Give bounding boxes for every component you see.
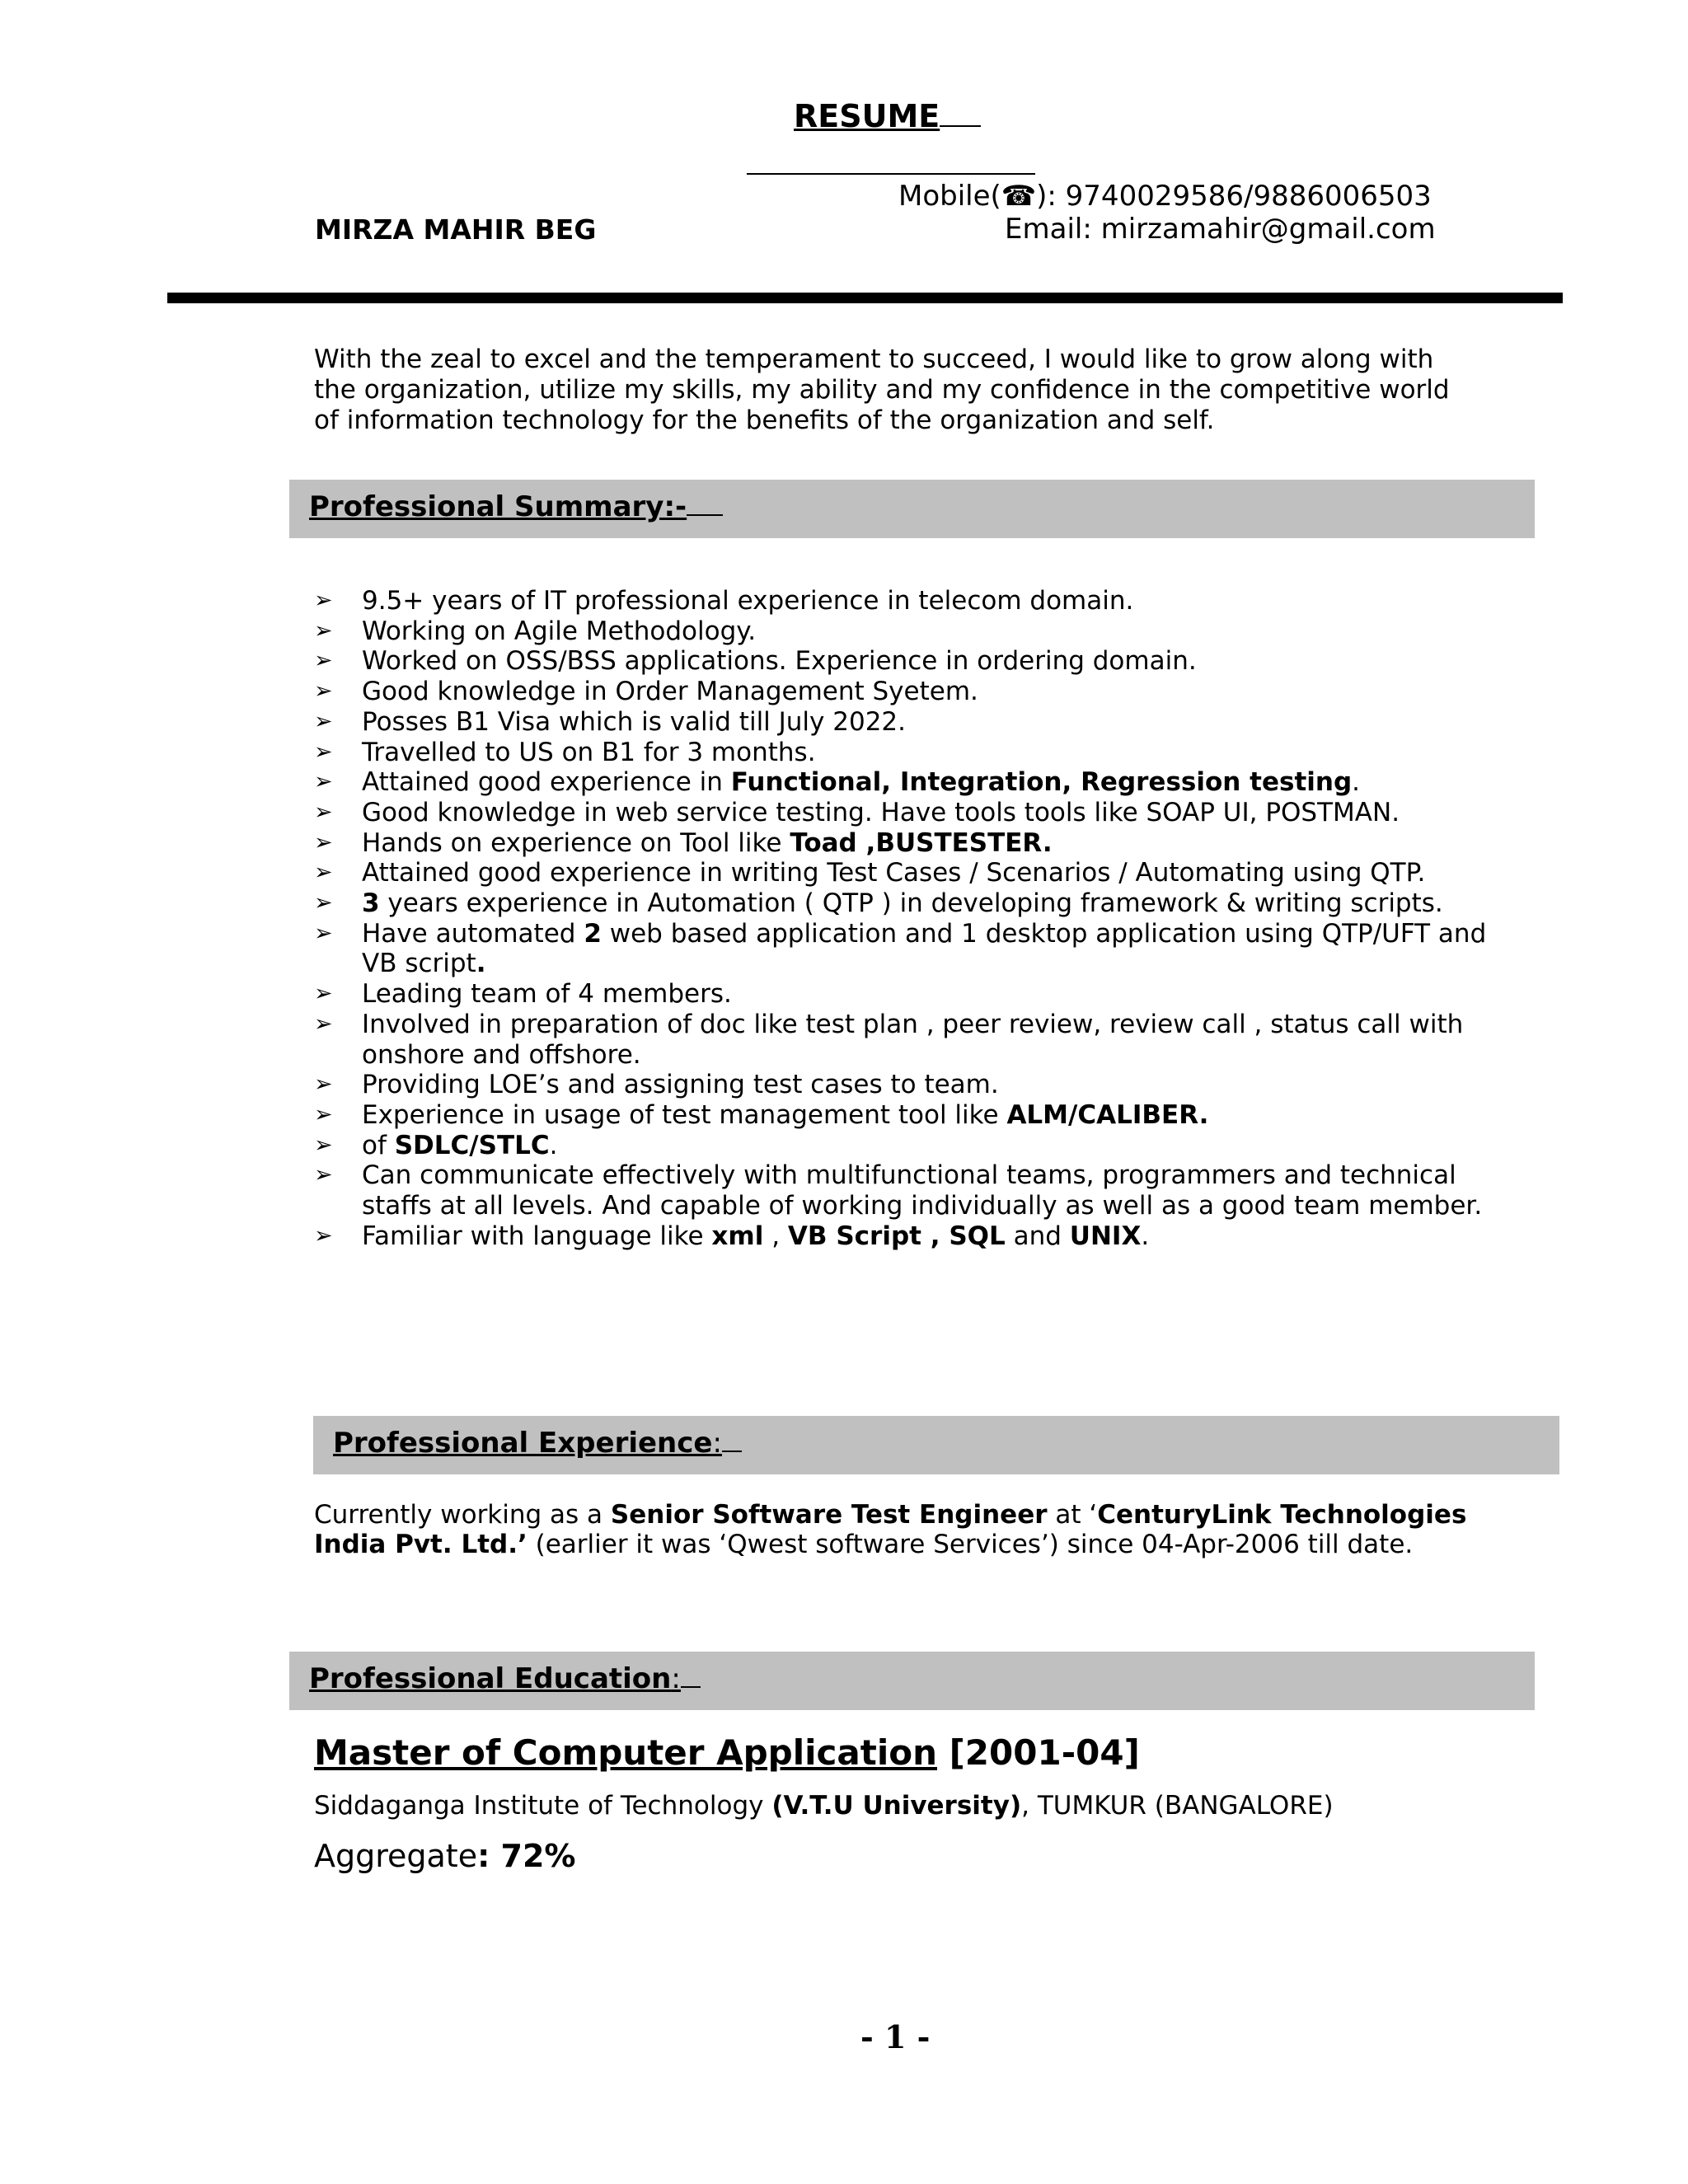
summary-item: ➢ Travelled to US on B1 for 3 months.	[314, 737, 816, 767]
arrow-bullet-icon: ➢	[314, 890, 333, 916]
summary-item: ➢ Worked on OSS/BSS applications. Experience in ordering domain.	[314, 646, 1197, 677]
arrow-bullet-icon: ➢	[314, 648, 333, 674]
experience-section-title: Professional Experience:	[333, 1427, 742, 1460]
arrow-bullet-icon: ➢	[314, 1162, 333, 1188]
title-rule	[747, 173, 1035, 175]
arrow-bullet-icon: ➢	[314, 588, 333, 613]
arrow-bullet-icon: ➢	[314, 1101, 333, 1127]
arrow-bullet-icon: ➢	[314, 1010, 333, 1037]
arrow-bullet-icon: ➢	[314, 1071, 333, 1098]
summary-item: ➢ Experience in usage of test management tool like ALM/CALIBER.	[314, 1099, 1209, 1130]
education-title-trail	[681, 1663, 701, 1688]
summary-title-trail	[687, 491, 723, 516]
arrow-bullet-icon: ➢	[314, 708, 333, 734]
summary-item: ➢ Involved in preparation of doc like test plan , peer review, review call , status call with onshore and offshore.	[314, 1009, 1464, 1070]
arrow-bullet-icon: ➢	[314, 799, 333, 825]
summary-item: ➢ Hands on experience on Tool like Toad ,BUSTESTER.	[314, 827, 1053, 858]
arrow-bullet-icon: ➢	[314, 981, 333, 1007]
aggregate-score: Aggregate: 72%	[314, 1838, 576, 1874]
summary-section-title: Professional Summary:-	[309, 490, 723, 523]
summary-item: ➢ Good knowledge in Order Management Syetem.	[314, 677, 978, 707]
email-address: Email: mirzamahir@gmail.com	[1005, 213, 1436, 246]
resume-title: RESUME	[794, 97, 981, 135]
arrow-bullet-icon: ➢	[314, 829, 333, 855]
summary-item: ➢ Good knowledge in web service testing. Have tools tools like SOAP UI, POSTMAN.	[314, 797, 1400, 827]
summary-item: ➢ Working on Agile Methodology.	[314, 616, 757, 646]
summary-item: ➢ Familiar with language like xml , VB Script , SQL and UNIX.	[314, 1221, 1150, 1251]
summary-item: ➢ Attained good experience in Functional, Integration, Regression testing.	[314, 767, 1361, 798]
mobile-number: Mobile(☎): 9740029586/9886006503	[898, 180, 1432, 213]
summary-item: ➢ Leading team of 4 members.	[314, 979, 732, 1010]
header-divider	[167, 293, 1563, 303]
arrow-bullet-icon: ➢	[314, 920, 333, 946]
summary-item: ➢ 9.5+ years of IT professional experience in telecom domain.	[314, 586, 1134, 616]
job-role: Senior Software Test Engineer	[610, 1500, 1048, 1530]
summary-item: ➢ of SDLC/STLC.	[314, 1130, 558, 1160]
summary-item: ➢ Attained good experience in writing Test Cases / Scenarios / Automating using QTP.	[314, 858, 1426, 888]
education-section-title: Professional Education:	[309, 1662, 701, 1695]
institute-line: Siddaganga Institute of Technology (V.T.U University), TUMKUR (BANGALORE)	[314, 1791, 1334, 1821]
arrow-bullet-icon: ➢	[314, 678, 333, 705]
arrow-bullet-icon: ➢	[314, 769, 333, 795]
summary-list	[314, 586, 1493, 1251]
summary-item: ➢ Have automated 2 web based application and 1 desktop application using QTP/UFT and VB script.	[314, 918, 1487, 979]
candidate-name: MIRZA MAHIR BEG	[315, 213, 597, 246]
degree-heading: Master of Computer Application [2001-04]	[314, 1732, 1140, 1773]
experience-paragraph: Currently working as a Senior Software Test Engineer at ‘CenturyLink Technologies India Pvt. Ltd.’ (earlier it was ‘Qwest software Services’) since 04-Apr-2006 till date.	[314, 1500, 1467, 1559]
arrow-bullet-icon: ➢	[314, 1222, 333, 1249]
summary-item: ➢ Can communicate effectively with multifunctional teams, programmers and technical staffs at all levels. And capable of working individually as well as a good team member.	[314, 1160, 1483, 1221]
title-underline-trail	[940, 101, 981, 127]
company-name: CenturyLink Technologies India Pvt. Ltd.’	[314, 1500, 1467, 1559]
arrow-bullet-icon: ➢	[314, 1132, 333, 1158]
page-number: - 1 -	[860, 2018, 931, 2055]
objective-paragraph: With the zeal to excel and the temperament to succeed, I would like to grow along with the organization, utilize my skills, my ability and my confidence in the competitive world of information technology for the benefits of the organization and self.	[314, 344, 1450, 435]
summary-item: ➢ Posses B1 Visa which is valid till July 2022.	[314, 706, 906, 737]
arrow-bullet-icon: ➢	[314, 617, 333, 644]
experience-title-trail	[722, 1427, 742, 1452]
arrow-bullet-icon: ➢	[314, 860, 333, 886]
summary-item: ➢ Providing LOE’s and assigning test cases to team.	[314, 1070, 999, 1100]
summary-item: ➢ 3 years experience in Automation ( QTP ) in developing framework & writing scripts.	[314, 888, 1443, 919]
arrow-bullet-icon: ➢	[314, 738, 333, 765]
